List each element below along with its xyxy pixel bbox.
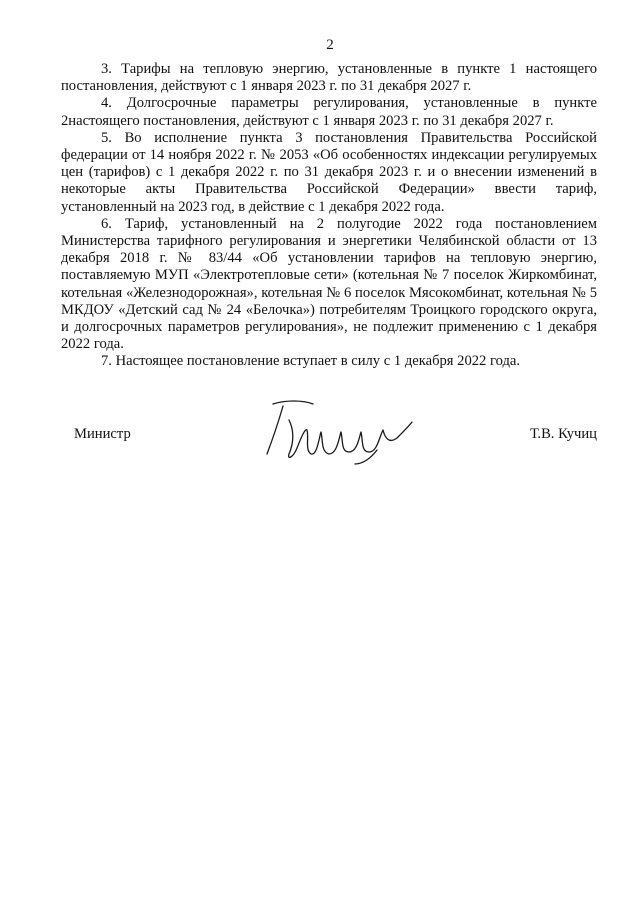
paragraph-7: 7. Настоящее постановление вступает в силу с 1 декабря 2022 года. bbox=[101, 353, 521, 370]
paragraph-4: 4. Долгосрочные параметры регулирования, установленные в пункте 2настоящего постановления, действуют с 1 января 2023 г. по 31 декабря 2027 г. bbox=[61, 95, 597, 129]
signatory-name: Т.В. Кучиц bbox=[529, 426, 597, 442]
paragraph-3: 3. Тарифы на тепловую энергию, установленные в пункте 1 настоящего постановления, действуют с 1 января 2023 г. по 31 декабря 2027 г. bbox=[61, 61, 597, 95]
paragraph-5: 5. Во исполнение пункта 3 постановления Правительства Российской федерации от 14 ноября 2022 г. № 2053 «Об особенностях индексации регулируемых цен (тарифов) с 1 декабря 2022 г. по 31 декабря 2023 г. и о внесении изменений в некоторые акты Правительства Российской Федерации» ввести тариф, установленный на 2023 год, в действие с 1 декабря 2022 года. bbox=[61, 129, 597, 215]
signature-block bbox=[61, 420, 597, 460]
handwritten-signature bbox=[259, 398, 414, 468]
signatory-title: Министр bbox=[74, 426, 131, 442]
document-body bbox=[61, 61, 597, 371]
paragraph-6: 6. Тариф, установленный на 2 полугодие 2022 года постановлением Министерства тарифного регулирования и энергетики Челябинской области от 13 декабря 2018 г. № 83/44 «Об установлении тарифов на тепловую энергию, поставляемую МУП «Электротепловые сети» (котельная № 7 поселок Жиркомбинат, котельная «Железнодорожная», котельная № 6 поселок Мясокомбинат, котельная № 5 МКДОУ «Детский сад № 24 «Белочка») потребителям Троицкого городского округа, и долгосрочных параметров регулирования», не подлежит применению с 1 декабря 2022 года. bbox=[61, 215, 597, 353]
page-number: 2 bbox=[326, 37, 334, 53]
